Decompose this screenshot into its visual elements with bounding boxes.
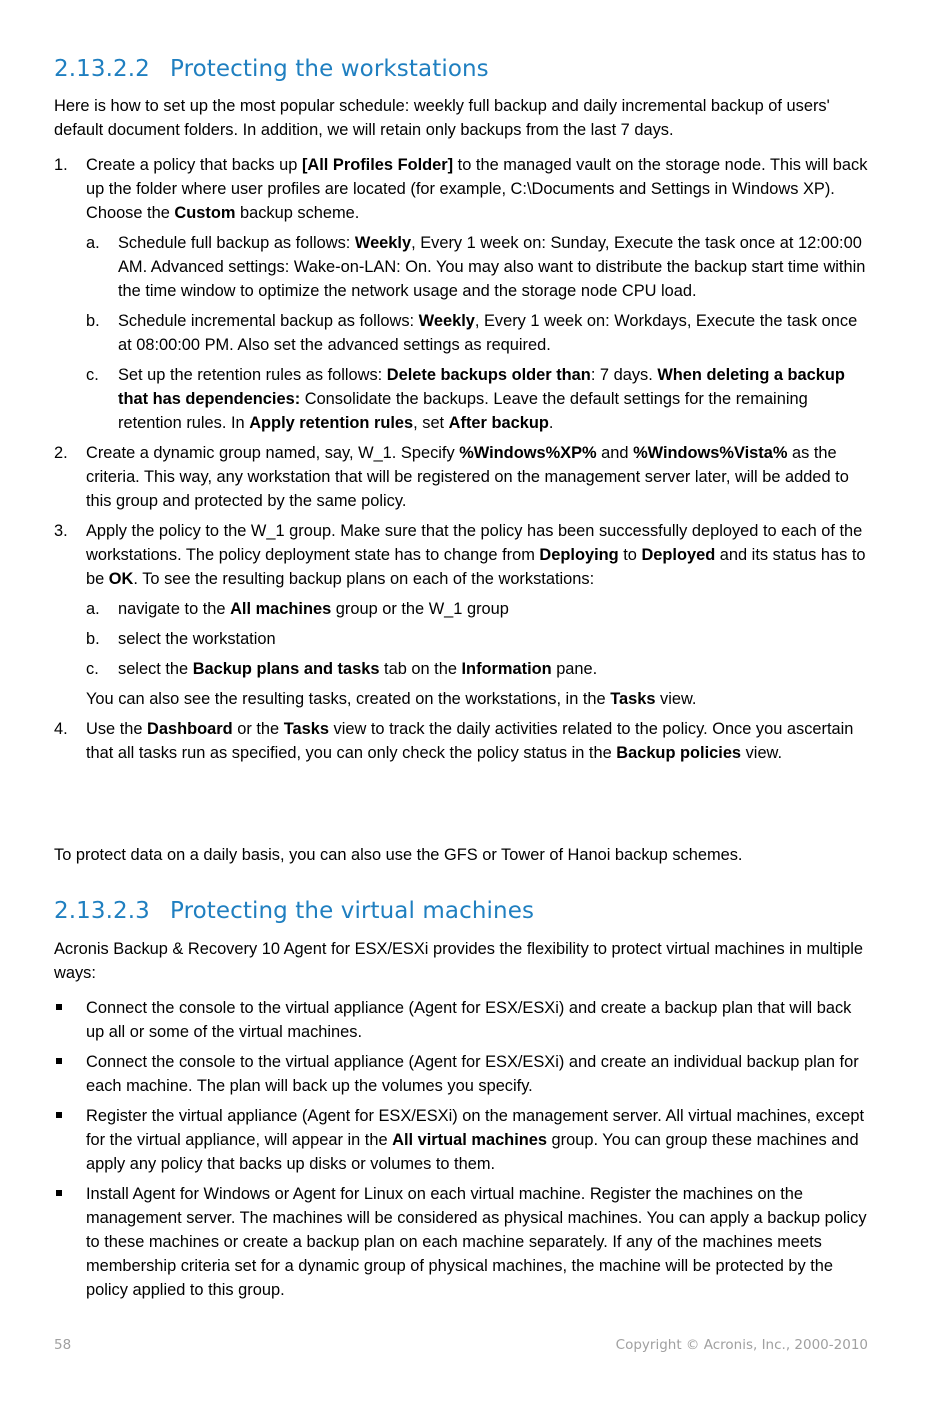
section-title: Protecting the virtual machines [170, 898, 535, 924]
step-text: Create a dynamic group named, say, W_1. Specify %Windows%XP% and %Windows%Vista% as the criteria. This way, any workstation that will be registered on the management server later, will be added to this group and protected by the same policy. [86, 444, 849, 510]
section-intro: Acronis Backup & Recovery 10 Agent for ESX/ESXi provides the flexibility to protect virtual machines in multiple ways: [54, 940, 863, 982]
substeps-list [86, 597, 868, 681]
bold-term: %Windows%XP% [459, 444, 597, 462]
substeps-list [86, 231, 868, 435]
step-text: Apply the policy to the W_1 group. Make sure that the policy has been successfully deployed to each of the workstations. The policy deployment state has to change from Deploying to Deployed and its status has to be OK. To see the resulting backup plans on each of the workstations: [86, 522, 866, 588]
bold-term: Dashboard [147, 720, 233, 738]
square-bullet-icon [56, 1112, 62, 1118]
bold-term: %Windows%Vista% [633, 444, 788, 462]
substep-text: select the workstation [118, 630, 276, 648]
substep-text: Schedule incremental backup as follows: Weekly, Every 1 week on: Workdays, Execute the task once at 08:00:00 PM. Also set the advanced settings as required. [118, 312, 858, 354]
step-marker: 4. [54, 720, 68, 738]
step-text: Use the Dashboard or the Tasks view to track the daily activities related to the policy. Once you ascertain that all tasks run as specified, you can only check the policy status in the Backup policies view. [86, 720, 854, 762]
bullet-item [54, 1182, 868, 1302]
square-bullet-icon [56, 1190, 62, 1196]
bold-term: All machines [230, 600, 332, 618]
substep-text: navigate to the All machines group or the W_1 group [118, 600, 509, 618]
step-marker: 3. [54, 522, 68, 540]
section-title: Protecting the workstations [170, 56, 489, 82]
bold-term: All virtual machines [392, 1131, 547, 1149]
square-bullet-icon [56, 1058, 62, 1064]
bold-term: Delete backups older than [386, 366, 591, 384]
substep-marker: b. [86, 630, 100, 648]
substep-item [86, 309, 868, 357]
substep-marker: c. [86, 366, 99, 384]
bold-term: Deployed [641, 546, 716, 564]
bold-term: Weekly [354, 234, 412, 252]
step-item [54, 519, 868, 711]
substep-item [86, 597, 868, 621]
substep-marker: a. [86, 600, 100, 618]
copyright-notice: Copyright © Acronis, Inc., 2000-2010 [615, 1337, 868, 1353]
bold-term: Deploying [539, 546, 619, 564]
substep-text: Schedule full backup as follows: Weekly, Every 1 week on: Sunday, Execute the task once at 12:00:00 AM. Advanced settings: Wake-on-LAN: On. You may also want to distribute the backup start time within the time window to optimize the network usage and the storage node CPU load. [118, 234, 866, 300]
substep-item [86, 363, 868, 435]
bullet-item [54, 996, 868, 1044]
section-heading-workstations [54, 56, 489, 82]
bold-term: Tasks [283, 720, 329, 738]
bold-term: OK [108, 570, 134, 588]
bullet-text: Connect the console to the virtual appliance (Agent for ESX/ESXi) and create an individual backup plan for each machine. The plan will back up the volumes you specify. [86, 1053, 859, 1095]
bold-term: When deleting a backup that has dependencies: [118, 366, 845, 408]
bold-term: After backup [448, 414, 549, 432]
bold-term: [All Profiles Folder] [301, 156, 454, 174]
step-marker: 1. [54, 156, 68, 174]
step-item [54, 153, 868, 435]
step-marker: 2. [54, 444, 68, 462]
substep-text: select the Backup plans and tasks tab on the Information pane. [118, 660, 598, 678]
square-bullet-icon [56, 1004, 62, 1010]
bullet-item [54, 1104, 868, 1176]
substep-item [86, 657, 868, 681]
bold-term: Information [461, 660, 552, 678]
step-text: Create a policy that backs up [All Profiles Folder] to the managed vault on the storage node. This will back up the folder where user profiles are located (for example, C:\Documents and Settings in Windows XP). Choose the Custom backup scheme. [86, 156, 868, 222]
substep-text: Set up the retention rules as follows: Delete backups older than: 7 days. When deleting a backup that has dependencies: Consolidate the backups. Leave the default settings for the remaining retention rules. In Apply retention rules, set After backup. [118, 366, 845, 432]
section-number: 2.13.2.3 [54, 898, 150, 924]
bullet-list [54, 996, 868, 1308]
step-item [54, 441, 868, 513]
bold-term: Tasks [610, 690, 656, 708]
bold-term: Custom [174, 204, 236, 222]
bullet-item [54, 1050, 868, 1098]
section-heading-virtual-machines [54, 898, 534, 924]
bold-term: Backup policies [616, 744, 742, 762]
substep-item [86, 627, 868, 651]
bullet-text: Connect the console to the virtual appliance (Agent for ESX/ESXi) and create a backup plan that will back up all or some of the virtual machines. [86, 999, 852, 1041]
substep-marker: b. [86, 312, 100, 330]
bold-term: Backup plans and tasks [192, 660, 380, 678]
substep-marker: a. [86, 234, 100, 252]
step-note: You can also see the resulting tasks, created on the workstations, in the Tasks view. [86, 690, 697, 708]
bold-term: Apply retention rules [249, 414, 414, 432]
steps-list [54, 153, 868, 765]
closing-paragraph: To protect data on a daily basis, you can also use the GFS or Tower of Hanoi backup schemes. [54, 846, 743, 864]
section-number: 2.13.2.2 [54, 56, 150, 82]
step-item [54, 717, 868, 765]
page-number: 58 [54, 1337, 72, 1353]
substep-item [86, 231, 868, 303]
bold-term: Weekly [418, 312, 475, 330]
substep-marker: c. [86, 660, 99, 678]
bullet-text: Register the virtual appliance (Agent for ESX/ESXi) on the management server. All virtual machines, except for the virtual appliance, will appear in the All virtual machines group. You can group these machines and apply any policy that backs up disks or volumes to them. [86, 1107, 865, 1173]
bullet-text: Install Agent for Windows or Agent for Linux on each virtual machine. Register the machines on the management server. The machines will be considered as physical machines. You can apply a backup policy to these machines or create a backup plan on each machine separately. If any of the machines meets membership criteria set for a dynamic group of physical machines, the machine will be protected by the policy applied to this group. [86, 1185, 867, 1299]
section-intro: Here is how to set up the most popular schedule: weekly full backup and daily incremental backup of users' default document folders. In addition, we will retain only backups from the last 7 days. [54, 97, 830, 139]
